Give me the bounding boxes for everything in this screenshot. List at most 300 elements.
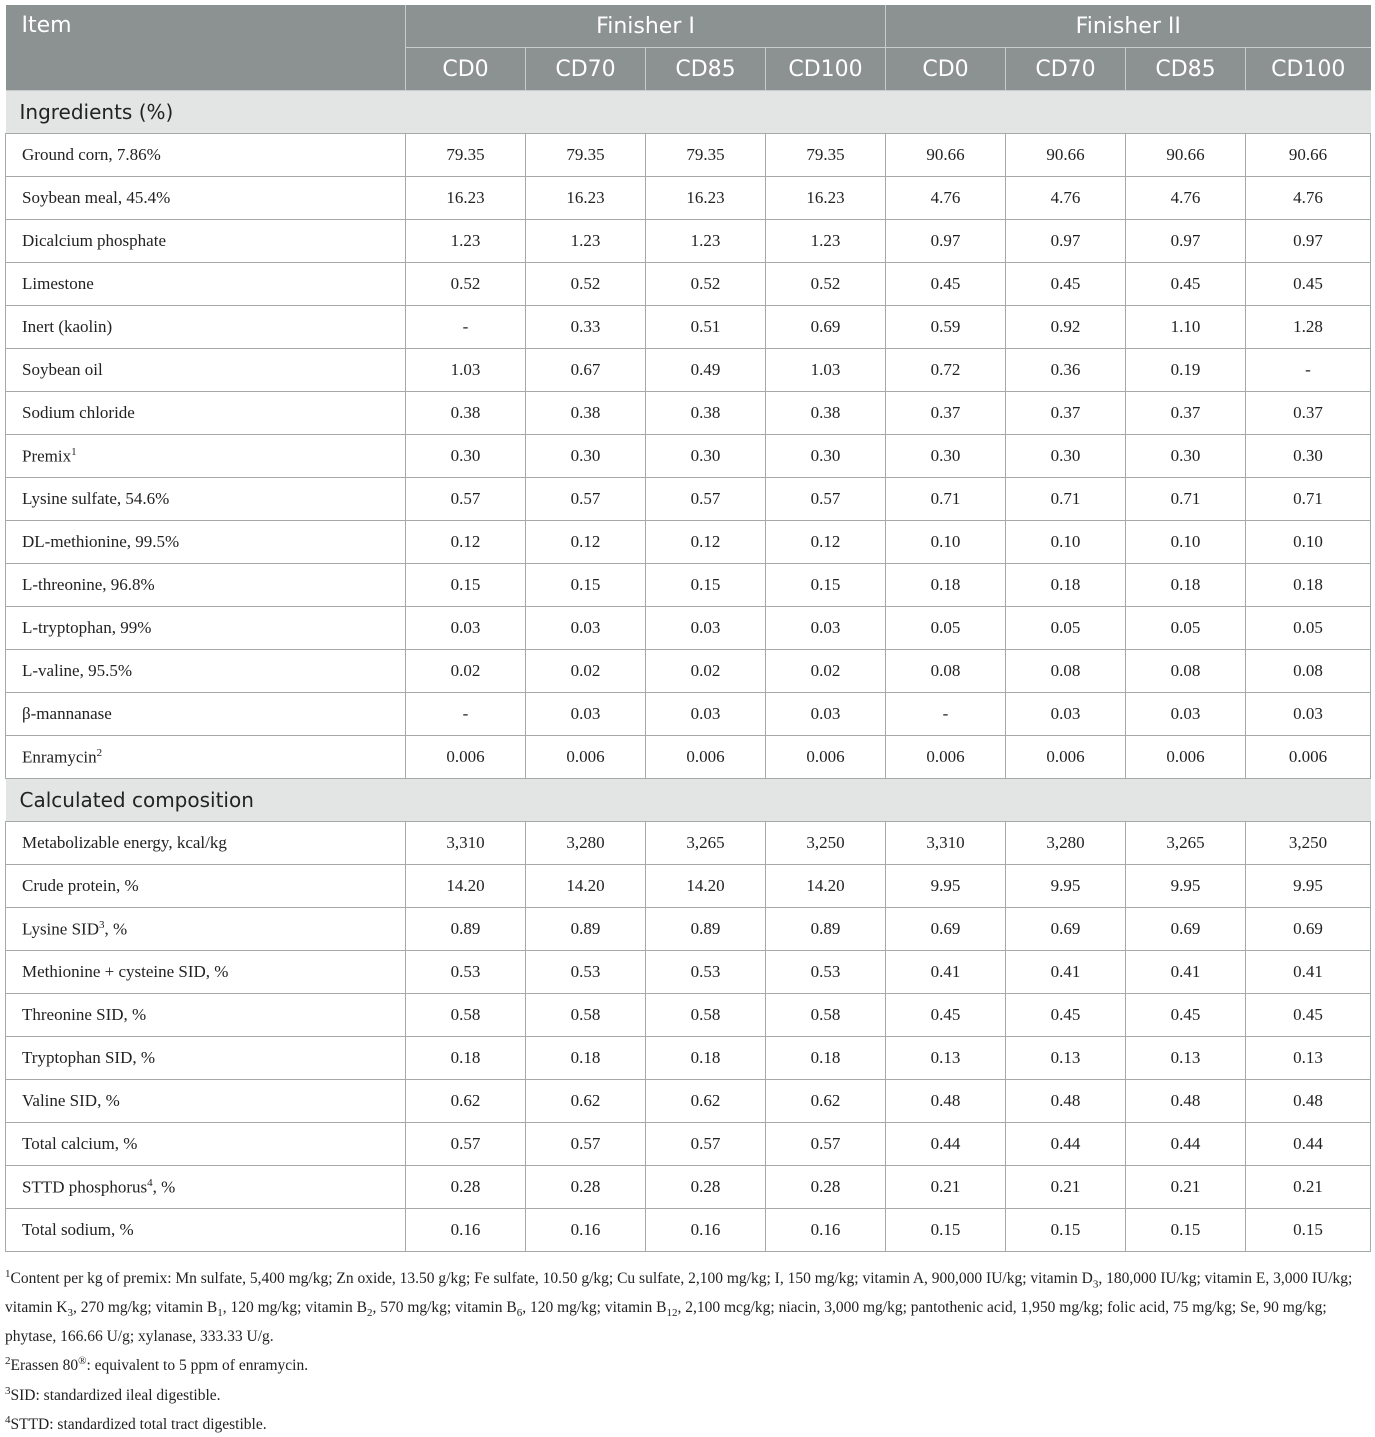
footnote-text: , 120 mg/kg; vitamin B [222, 1299, 367, 1317]
value-cell: 0.71 [886, 478, 1006, 521]
table-header [6, 5, 1371, 91]
value-cell: 0.30 [1006, 435, 1126, 478]
row-label-cell [6, 478, 406, 521]
value-cell: 0.69 [1006, 908, 1126, 951]
value-cell: 0.57 [646, 1123, 766, 1166]
footnote-superscript: 2 [5, 1355, 11, 1368]
row-label: Soybean meal, 45.4% [22, 188, 171, 207]
value-cell: 0.28 [406, 1166, 526, 1209]
row-label-cell [6, 1166, 406, 1209]
value-cell: 79.35 [526, 134, 646, 177]
footnote-superscript: ® [78, 1355, 87, 1368]
table-row [6, 650, 1371, 693]
footnote-text: , 270 mg/kg; vitamin B [72, 1299, 218, 1317]
row-label-cell [6, 1123, 406, 1166]
value-cell: 0.71 [1006, 478, 1126, 521]
value-cell: 0.28 [646, 1166, 766, 1209]
table-row [6, 306, 1371, 349]
footnote-text: , 120 mg/kg; vitamin B [522, 1299, 667, 1317]
value-cell: 0.08 [1246, 650, 1371, 693]
row-label: Crude protein, % [22, 876, 139, 895]
value-cell: 3,280 [526, 822, 646, 865]
value-cell: 3,310 [406, 822, 526, 865]
value-cell: 0.45 [1006, 994, 1126, 1037]
table-row [6, 736, 1371, 779]
value-cell: 1.23 [766, 220, 886, 263]
value-cell: 0.12 [766, 521, 886, 564]
table-row [6, 822, 1371, 865]
value-cell: 0.57 [526, 1123, 646, 1166]
table-row [6, 1037, 1371, 1080]
value-cell: 0.52 [526, 263, 646, 306]
footnote-text: , 570 mg/kg; vitamin B [372, 1299, 517, 1317]
footnote-subscript: 3 [1092, 1278, 1099, 1291]
value-cell: 0.16 [406, 1209, 526, 1252]
value-cell: 0.03 [1126, 693, 1246, 736]
table-row [6, 263, 1371, 306]
table-row [6, 607, 1371, 650]
footnote-1 [5, 1262, 1370, 1349]
row-label-cell [6, 1080, 406, 1123]
table-row [6, 1123, 1371, 1166]
table-row [6, 951, 1371, 994]
row-label: β-mannanase [22, 704, 112, 723]
value-cell: 0.97 [886, 220, 1006, 263]
row-label-cell [6, 349, 406, 392]
value-cell: 0.52 [646, 263, 766, 306]
value-cell: 3,250 [766, 822, 886, 865]
value-cell: 0.53 [766, 951, 886, 994]
value-cell: 1.23 [526, 220, 646, 263]
row-label-cell [6, 392, 406, 435]
value-cell: 4.76 [886, 177, 1006, 220]
row-label: Metabolizable energy, kcal/kg [22, 833, 227, 852]
value-cell: 0.05 [886, 607, 1006, 650]
value-cell: - [886, 693, 1006, 736]
row-label: Methionine + cysteine SID, % [22, 962, 229, 981]
value-cell: 0.62 [766, 1080, 886, 1123]
value-cell: 0.44 [1126, 1123, 1246, 1166]
table-row [6, 521, 1371, 564]
row-label: L-valine, 95.5% [22, 661, 132, 680]
value-cell: 0.03 [526, 693, 646, 736]
value-cell: 0.03 [646, 693, 766, 736]
value-cell: 0.37 [1006, 392, 1126, 435]
column-header: CD100 [766, 48, 886, 91]
value-cell: 0.69 [1126, 908, 1246, 951]
row-label: Sodium chloride [22, 403, 135, 422]
value-cell: 3,250 [1246, 822, 1371, 865]
row-label: Tryptophan SID, % [22, 1048, 156, 1067]
value-cell: 0.53 [406, 951, 526, 994]
value-cell: 0.97 [1126, 220, 1246, 263]
column-header: CD70 [1006, 48, 1126, 91]
value-cell: 9.95 [1126, 865, 1246, 908]
table-row [6, 478, 1371, 521]
value-cell: 0.15 [1246, 1209, 1371, 1252]
value-cell: 0.05 [1006, 607, 1126, 650]
value-cell: 0.37 [1126, 392, 1246, 435]
value-cell: 16.23 [406, 177, 526, 220]
table-row [6, 435, 1371, 478]
value-cell: 0.57 [406, 1123, 526, 1166]
table-row [6, 134, 1371, 177]
value-cell: 0.03 [1246, 693, 1371, 736]
item-column-header: Item [6, 5, 406, 91]
value-cell: 0.58 [646, 994, 766, 1037]
row-label: Inert (kaolin) [22, 317, 113, 336]
row-label: Dicalcium phosphate [22, 231, 166, 250]
value-cell: 0.62 [646, 1080, 766, 1123]
row-label: Lysine sulfate, 54.6% [22, 489, 170, 508]
value-cell: 3,265 [646, 822, 766, 865]
value-cell: 0.45 [1126, 994, 1246, 1037]
value-cell: 0.15 [526, 564, 646, 607]
footnote-marker: 3 [98, 918, 105, 931]
value-cell: - [406, 693, 526, 736]
value-cell: 0.10 [1246, 521, 1371, 564]
section-header-row [6, 779, 1371, 822]
value-cell: 0.52 [406, 263, 526, 306]
value-cell: 1.28 [1246, 306, 1371, 349]
value-cell: 0.48 [1006, 1080, 1126, 1123]
value-cell: 0.45 [886, 994, 1006, 1037]
table-row [6, 564, 1371, 607]
value-cell: 0.006 [406, 736, 526, 779]
value-cell: 0.13 [1006, 1037, 1126, 1080]
footnote-text: : equivalent to 5 ppm of enramycin. [86, 1357, 309, 1375]
value-cell: 0.03 [766, 693, 886, 736]
value-cell: 0.21 [886, 1166, 1006, 1209]
footnote-marker: 1 [71, 445, 77, 458]
value-cell: 9.95 [1006, 865, 1126, 908]
value-cell: 0.69 [766, 306, 886, 349]
value-cell: 0.12 [406, 521, 526, 564]
table-body [6, 91, 1371, 1252]
value-cell: 0.45 [1006, 263, 1126, 306]
value-cell: 0.45 [1246, 994, 1371, 1037]
value-cell: 0.41 [1126, 951, 1246, 994]
table-row [6, 908, 1371, 951]
column-header: CD100 [1246, 48, 1371, 91]
value-cell: 0.006 [1126, 736, 1246, 779]
value-cell: 9.95 [1246, 865, 1371, 908]
value-cell: 0.30 [406, 435, 526, 478]
table-row [6, 693, 1371, 736]
value-cell: 0.006 [766, 736, 886, 779]
row-label-suffix: , % [104, 919, 128, 939]
row-label-cell [6, 951, 406, 994]
value-cell: 0.48 [886, 1080, 1006, 1123]
value-cell: 0.15 [886, 1209, 1006, 1252]
value-cell: 1.23 [406, 220, 526, 263]
row-label-cell [6, 134, 406, 177]
row-label-cell [6, 994, 406, 1037]
row-label: Threonine SID, % [22, 1005, 147, 1024]
value-cell: 0.58 [526, 994, 646, 1037]
value-cell: 0.15 [1006, 1209, 1126, 1252]
value-cell: 0.37 [1246, 392, 1371, 435]
row-label-cell [6, 908, 406, 951]
value-cell: 0.03 [766, 607, 886, 650]
row-label: Total calcium, % [22, 1134, 138, 1153]
value-cell: 0.45 [1246, 263, 1371, 306]
value-cell: 9.95 [886, 865, 1006, 908]
footnote-marker: 2 [96, 746, 103, 759]
row-label: DL-methionine, 99.5% [22, 532, 180, 551]
value-cell: 0.62 [406, 1080, 526, 1123]
column-header: CD85 [1126, 48, 1246, 91]
value-cell: 4.76 [1006, 177, 1126, 220]
value-cell: 0.71 [1246, 478, 1371, 521]
value-cell: 3,310 [886, 822, 1006, 865]
row-label-cell [6, 564, 406, 607]
value-cell: 0.58 [406, 994, 526, 1037]
value-cell: 0.08 [886, 650, 1006, 693]
row-label: Limestone [22, 274, 94, 293]
value-cell: 0.006 [646, 736, 766, 779]
table-row [6, 392, 1371, 435]
value-cell: 0.57 [766, 478, 886, 521]
value-cell: 0.02 [766, 650, 886, 693]
value-cell: 0.13 [1246, 1037, 1371, 1080]
footnotes [5, 1262, 1370, 1437]
value-cell: 0.28 [526, 1166, 646, 1209]
value-cell: 0.18 [1246, 564, 1371, 607]
table-row [6, 865, 1371, 908]
value-cell: 0.53 [526, 951, 646, 994]
value-cell: 0.89 [766, 908, 886, 951]
table-row [6, 177, 1371, 220]
row-label-cell [6, 650, 406, 693]
diet-composition-table [5, 5, 1371, 1252]
value-cell: 79.35 [406, 134, 526, 177]
value-cell: 0.006 [886, 736, 1006, 779]
value-cell: 90.66 [1126, 134, 1246, 177]
value-cell: 0.30 [886, 435, 1006, 478]
row-label-cell [6, 822, 406, 865]
row-label: Enramycin [22, 747, 97, 767]
row-label-cell [6, 736, 406, 779]
value-cell: 0.57 [646, 478, 766, 521]
value-cell: 0.89 [646, 908, 766, 951]
value-cell: 0.57 [406, 478, 526, 521]
value-cell: 0.12 [526, 521, 646, 564]
value-cell: 0.57 [526, 478, 646, 521]
row-label: L-tryptophan, 99% [22, 618, 152, 637]
value-cell: 0.44 [886, 1123, 1006, 1166]
value-cell: 0.08 [1006, 650, 1126, 693]
value-cell: 0.92 [1006, 306, 1126, 349]
footnote-text: STTD: standardized total tract digestible. [10, 1415, 267, 1433]
value-cell: 1.03 [766, 349, 886, 392]
value-cell: - [1246, 349, 1371, 392]
value-cell: 0.10 [1006, 521, 1126, 564]
value-cell: 90.66 [1006, 134, 1126, 177]
value-cell: 0.08 [1126, 650, 1246, 693]
value-cell: 90.66 [886, 134, 1006, 177]
footnote-text: SID: standardized ileal digestible. [10, 1386, 221, 1404]
row-label-cell [6, 435, 406, 478]
column-header: CD70 [526, 48, 646, 91]
footnote-subscript: 3 [67, 1307, 73, 1320]
column-header: CD0 [886, 48, 1006, 91]
value-cell: 0.67 [526, 349, 646, 392]
row-label-cell [6, 1209, 406, 1252]
value-cell: 0.48 [1126, 1080, 1246, 1123]
footnote-superscript: 3 [5, 1384, 11, 1397]
value-cell: 0.28 [766, 1166, 886, 1209]
footnote-text: , 180,000 IU/kg; vitamin E, 3,000 IU/kg; vitamin K [5, 1270, 1353, 1317]
row-label: Total sodium, % [22, 1220, 134, 1239]
value-cell: 4.76 [1126, 177, 1246, 220]
value-cell: 0.69 [886, 908, 1006, 951]
value-cell: 0.72 [886, 349, 1006, 392]
table-row [6, 1209, 1371, 1252]
value-cell: 3,280 [1006, 822, 1126, 865]
footnote-text: Erassen 80 [10, 1357, 79, 1375]
group-header-finisher-1: Finisher I [406, 5, 886, 48]
value-cell: 0.18 [1006, 564, 1126, 607]
row-label-cell [6, 220, 406, 263]
value-cell: 14.20 [646, 865, 766, 908]
value-cell: 0.10 [1126, 521, 1246, 564]
value-cell: 0.15 [406, 564, 526, 607]
value-cell: 0.38 [646, 392, 766, 435]
table-row [6, 994, 1371, 1037]
value-cell: 0.44 [1246, 1123, 1371, 1166]
value-cell: 0.03 [406, 607, 526, 650]
value-cell: 16.23 [526, 177, 646, 220]
footnote-marker: 4 [147, 1176, 153, 1189]
value-cell: 0.05 [1246, 607, 1371, 650]
value-cell: 0.38 [406, 392, 526, 435]
value-cell: 0.05 [1126, 607, 1246, 650]
value-cell: 0.44 [1006, 1123, 1126, 1166]
value-cell: 0.36 [1006, 349, 1126, 392]
value-cell: 4.76 [1246, 177, 1371, 220]
row-label: STTD phosphorus [22, 1177, 148, 1197]
value-cell: 0.37 [886, 392, 1006, 435]
value-cell: 0.41 [1246, 951, 1371, 994]
value-cell: 79.35 [646, 134, 766, 177]
section-title: Ingredients (%) [6, 91, 1371, 134]
value-cell: 0.69 [1246, 908, 1371, 951]
row-label: Soybean oil [22, 360, 103, 379]
value-cell: 0.57 [766, 1123, 886, 1166]
value-cell: 0.18 [886, 564, 1006, 607]
row-label-cell [6, 263, 406, 306]
section-title: Calculated composition [6, 779, 1371, 822]
row-label-cell [6, 177, 406, 220]
value-cell: 0.19 [1126, 349, 1246, 392]
section-header-row [6, 91, 1371, 134]
value-cell: 0.30 [526, 435, 646, 478]
value-cell: 0.13 [1126, 1037, 1246, 1080]
value-cell: 0.58 [766, 994, 886, 1037]
row-label-cell [6, 693, 406, 736]
value-cell: 0.89 [406, 908, 526, 951]
value-cell: 0.02 [646, 650, 766, 693]
value-cell: 0.02 [526, 650, 646, 693]
value-cell: 16.23 [646, 177, 766, 220]
value-cell: 0.89 [526, 908, 646, 951]
row-label-cell [6, 865, 406, 908]
footnote-text: Content per kg of premix: Mn sulfate, 5,400 mg/kg; Zn oxide, 13.50 g/kg; Fe sulfate, 10.50 g/kg; Cu sulfate, 2,100 mg/kg; I, 150 mg/kg; vitamin A, 900,000 IU/kg; vitamin D [10, 1270, 1093, 1288]
value-cell: 0.18 [646, 1037, 766, 1080]
table-row [6, 1080, 1371, 1123]
value-cell: 14.20 [406, 865, 526, 908]
value-cell: 14.20 [526, 865, 646, 908]
value-cell: 0.03 [646, 607, 766, 650]
table-row [6, 1166, 1371, 1209]
row-label-cell [6, 1037, 406, 1080]
row-label-cell [6, 607, 406, 650]
value-cell: 0.59 [886, 306, 1006, 349]
value-cell: 1.10 [1126, 306, 1246, 349]
value-cell: 3,265 [1126, 822, 1246, 865]
value-cell: 0.18 [1126, 564, 1246, 607]
column-header: CD0 [406, 48, 526, 91]
footnote-subscript: 1 [217, 1307, 223, 1320]
footnote-3 [5, 1379, 1370, 1408]
footnote-subscript: 6 [516, 1307, 523, 1320]
value-cell: 0.02 [406, 650, 526, 693]
value-cell: 0.53 [646, 951, 766, 994]
footnote-4 [5, 1408, 1370, 1437]
row-label-cell [6, 521, 406, 564]
value-cell: 0.45 [886, 263, 1006, 306]
value-cell: 0.006 [1246, 736, 1371, 779]
value-cell: 0.21 [1006, 1166, 1126, 1209]
value-cell: 0.71 [1126, 478, 1246, 521]
footnote-superscript: 1 [5, 1268, 11, 1280]
value-cell: 1.23 [646, 220, 766, 263]
value-cell: 0.33 [526, 306, 646, 349]
value-cell: 0.006 [526, 736, 646, 779]
value-cell: 0.38 [526, 392, 646, 435]
value-cell: 0.30 [766, 435, 886, 478]
value-cell: - [406, 306, 526, 349]
row-label: L-threonine, 96.8% [22, 575, 155, 594]
value-cell: 0.21 [1126, 1166, 1246, 1209]
row-label: Premix [22, 446, 72, 466]
value-cell: 0.97 [1246, 220, 1371, 263]
value-cell: 0.30 [1246, 435, 1371, 478]
table-row [6, 220, 1371, 263]
value-cell: 16.23 [766, 177, 886, 220]
value-cell: 0.03 [1006, 693, 1126, 736]
value-cell: 0.49 [646, 349, 766, 392]
column-header: CD85 [646, 48, 766, 91]
value-cell: 79.35 [766, 134, 886, 177]
footnote-superscript: 4 [5, 1413, 11, 1426]
row-label: Lysine SID [22, 919, 99, 939]
value-cell: 0.18 [406, 1037, 526, 1080]
value-cell: 0.03 [526, 607, 646, 650]
value-cell: 0.16 [526, 1209, 646, 1252]
value-cell: 0.41 [1006, 951, 1126, 994]
value-cell: 0.12 [646, 521, 766, 564]
footnote-subscript: 2 [366, 1307, 373, 1320]
value-cell: 0.38 [766, 392, 886, 435]
footnote-text: , 2,100 mcg/kg; niacin, 3,000 mg/kg; pantothenic acid, 1,950 mg/kg; folic acid, 75 mg/kg; Se, 90 mg/kg; phytase, 166.66 U/g; xylanase, 333.33 U/g. [5, 1299, 1327, 1346]
footnote-subscript: 12 [666, 1307, 678, 1320]
row-label-cell [6, 306, 406, 349]
value-cell: 0.15 [1126, 1209, 1246, 1252]
value-cell: 0.51 [646, 306, 766, 349]
value-cell: 0.18 [526, 1037, 646, 1080]
